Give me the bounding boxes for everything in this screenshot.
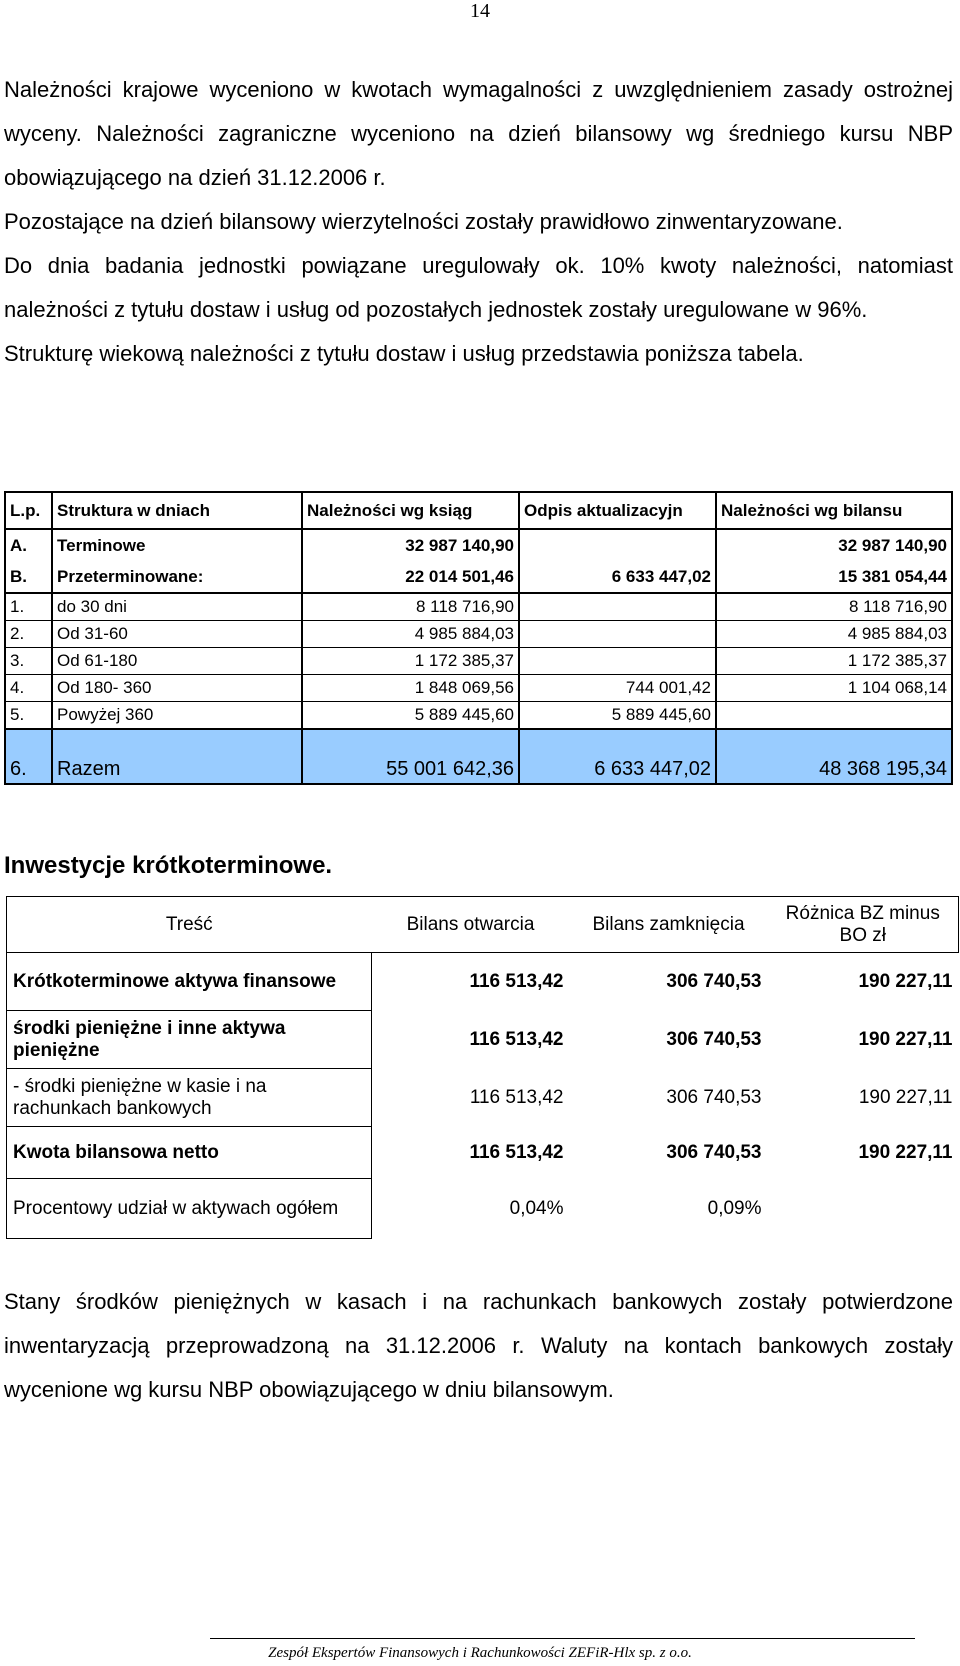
row-label: Od 180- 360 xyxy=(52,675,302,702)
row-label: do 30 dni xyxy=(52,593,302,621)
table-header-row xyxy=(7,897,959,953)
header-content: Treść xyxy=(165,913,213,935)
row-opening: 116 513,42 xyxy=(469,1141,564,1163)
row-closing: 306 740,53 xyxy=(666,970,762,992)
table-header-row xyxy=(5,492,952,529)
intro-text xyxy=(4,68,953,376)
table-row xyxy=(5,593,952,621)
row-difference: 190 227,11 xyxy=(858,1086,953,1108)
row-difference: 190 227,11 xyxy=(858,1141,953,1163)
row-lp: 4. xyxy=(5,675,52,702)
row-label: Kwota bilansowa netto xyxy=(7,1127,372,1179)
row-lp: 1. xyxy=(5,593,52,621)
row-closing: 0,09% xyxy=(707,1197,762,1219)
row-opening: 0,04% xyxy=(509,1197,564,1219)
row-lp: B. xyxy=(5,561,52,593)
row-difference xyxy=(768,1179,959,1239)
investments-table xyxy=(6,896,959,1239)
total-writeoff: 6 633 447,02 xyxy=(519,729,716,784)
row-lp: 3. xyxy=(5,648,52,675)
row-label: - środki pieniężne w kasie i na rachunkach bankowych xyxy=(7,1069,372,1127)
paragraph-settlement: Do dnia badania jednostki powiązane uregulowały ok. 10% kwoty należności, natomiast należności z tytułu dostaw i usług od pozostałych jednostek zostały uregulowane w 96%. xyxy=(4,253,953,322)
table-row xyxy=(7,953,959,1011)
row-books: 1 848 069,56 xyxy=(302,675,519,702)
row-books: 32 987 140,90 xyxy=(302,529,519,561)
table-row xyxy=(7,1127,959,1179)
paragraph-table-intro: Strukturę wiekową należności z tytułu dostaw i usług przedstawia poniższa tabela. xyxy=(4,341,804,366)
section-heading-investments: Inwestycje krótkoterminowe. xyxy=(4,852,333,879)
table-row xyxy=(5,529,952,561)
row-closing: 306 740,53 xyxy=(666,1141,762,1163)
row-opening: 116 513,42 xyxy=(469,970,564,992)
row-balance: 4 985 884,03 xyxy=(716,621,952,648)
row-label: Od 61-180 xyxy=(52,648,302,675)
row-label: Przeterminowane: xyxy=(52,561,302,593)
row-closing: 306 740,53 xyxy=(666,1028,762,1050)
table-row xyxy=(5,702,952,730)
table-row xyxy=(7,1011,959,1069)
row-difference: 190 227,11 xyxy=(858,970,953,992)
page-footer: Zespół Ekspertów Finansowych i Rachunkowości ZEFiR-Hlx sp. z o.o. xyxy=(268,1645,692,1661)
closing-paragraph: Stany środków pieniężnych w kasach i na rachunkach bankowych zostały potwierdzone inwentaryzacją przeprowadzoną na 31.12.2006 r. Waluty na kontach bankowych zostały wycenione wg kursu NBP obowiązującego w dniu bilansowym. xyxy=(4,1289,953,1402)
row-writeoff: 744 001,42 xyxy=(519,675,716,702)
row-opening: 116 513,42 xyxy=(469,1086,564,1108)
row-lp: 2. xyxy=(5,621,52,648)
row-writeoff: 5 889 445,60 xyxy=(519,702,716,730)
row-balance: 8 118 716,90 xyxy=(716,593,952,621)
row-label: Procentowy udział w aktywach ogółem xyxy=(7,1179,372,1239)
total-books: 55 001 642,36 xyxy=(302,729,519,784)
header-balance: Należności wg bilansu xyxy=(716,492,952,529)
row-label: Krótkoterminowe aktywa finansowe xyxy=(7,953,372,1011)
header-writeoff: Odpis aktualizacyjn xyxy=(519,492,716,529)
table-row xyxy=(7,1069,959,1127)
row-books: 5 889 445,60 xyxy=(302,702,519,730)
row-books: 8 118 716,90 xyxy=(302,593,519,621)
row-label: środki pieniężne i inne aktywa pieniężne xyxy=(7,1011,372,1069)
header-lp: L.p. xyxy=(5,492,52,529)
header-closing: Bilans zamknięcia xyxy=(592,913,745,935)
header-structure: Struktura w dniach xyxy=(52,492,302,529)
table-row xyxy=(5,648,952,675)
row-balance: 15 381 054,44 xyxy=(716,561,952,593)
row-books: 1 172 385,37 xyxy=(302,648,519,675)
row-lp: A. xyxy=(5,529,52,561)
row-balance: 1 172 385,37 xyxy=(716,648,952,675)
table-row xyxy=(7,1179,959,1239)
row-books: 22 014 501,46 xyxy=(302,561,519,593)
row-books: 4 985 884,03 xyxy=(302,621,519,648)
header-difference: Różnica BZ minus BO zł xyxy=(785,902,940,946)
row-label: Terminowe xyxy=(52,529,302,561)
row-writeoff xyxy=(519,593,716,621)
table-total-row xyxy=(5,729,952,784)
row-balance: 32 987 140,90 xyxy=(716,529,952,561)
total-label: Razem xyxy=(52,729,302,784)
receivables-age-table xyxy=(4,491,953,785)
header-opening: Bilans otwarcia xyxy=(406,913,535,935)
table-row xyxy=(5,561,952,593)
table-row xyxy=(5,621,952,648)
header-books: Należności wg ksiąg xyxy=(302,492,519,529)
row-opening: 116 513,42 xyxy=(469,1028,564,1050)
table-row xyxy=(5,675,952,702)
paragraph-inventory: Pozostające na dzień bilansowy wierzytelności zostały prawidłowo zinwentaryzowane. xyxy=(4,209,843,234)
row-writeoff xyxy=(519,648,716,675)
row-writeoff xyxy=(519,529,716,561)
paragraph-valuation: Należności krajowe wyceniono w kwotach wymagalności z uwzględnieniem zasady ostrożnej wyceny. Należności zagraniczne wyceniono na dzień bilansowy wg średniego kursu NBP obowiązującego na dzień 31.12.2006 r. xyxy=(4,77,953,190)
total-balance: 48 368 195,34 xyxy=(716,729,952,784)
row-balance xyxy=(716,702,952,730)
row-writeoff xyxy=(519,621,716,648)
row-balance: 1 104 068,14 xyxy=(716,675,952,702)
row-label: Od 31-60 xyxy=(52,621,302,648)
row-lp: 5. xyxy=(5,702,52,730)
footer-rule xyxy=(210,1638,915,1639)
row-difference: 190 227,11 xyxy=(858,1028,953,1050)
row-writeoff: 6 633 447,02 xyxy=(519,561,716,593)
row-label: Powyżej 360 xyxy=(52,702,302,730)
row-closing: 306 740,53 xyxy=(666,1086,762,1108)
total-lp: 6. xyxy=(5,729,52,784)
page-number: 14 xyxy=(470,0,490,22)
